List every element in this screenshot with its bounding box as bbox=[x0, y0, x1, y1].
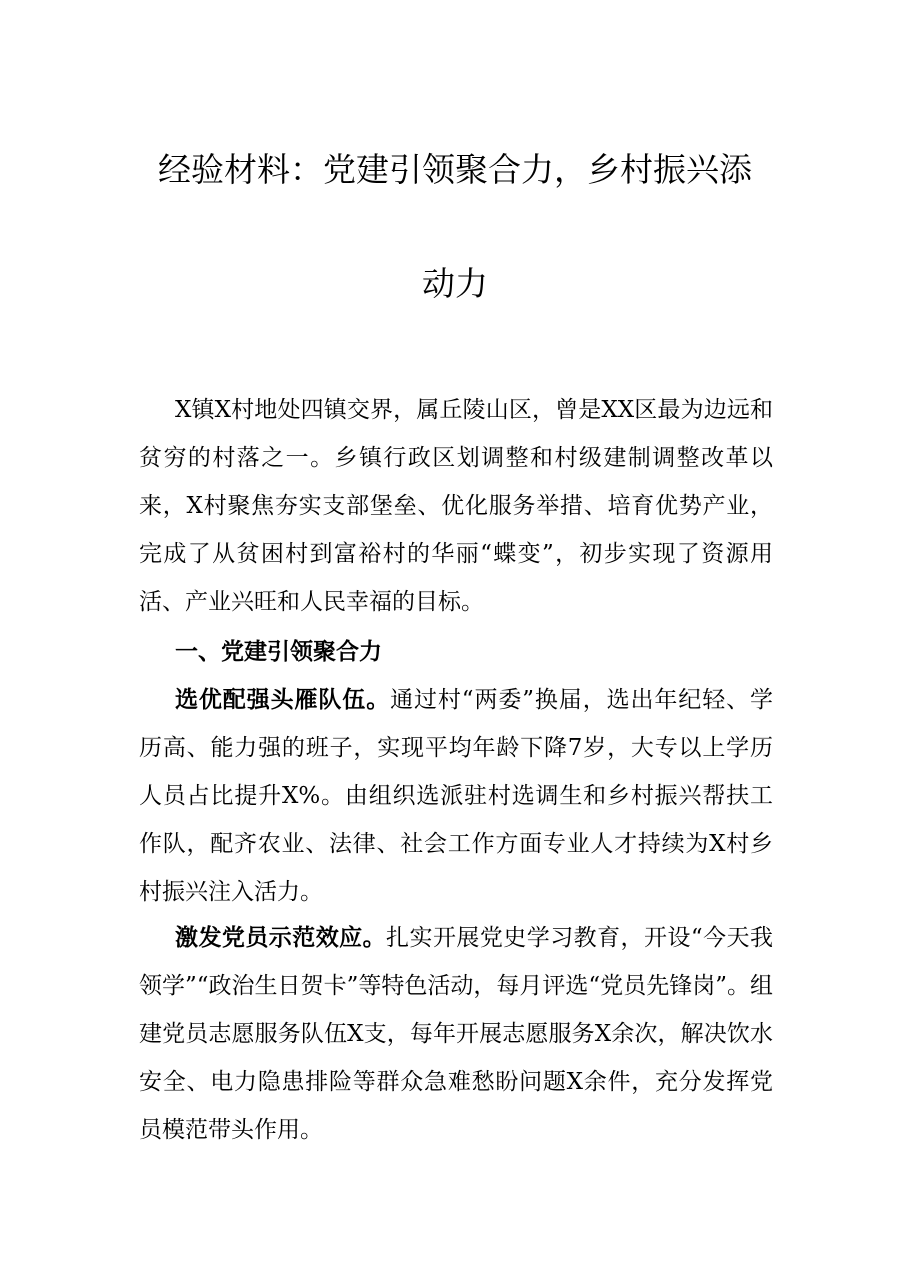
paragraph-lead: 选优配强头雁队伍。 bbox=[175, 687, 391, 713]
document-title-line2: 动力 bbox=[422, 264, 488, 303]
document-title-line1: 经验材料：党建引领聚合力，乡村振兴添 bbox=[158, 150, 752, 189]
intro-paragraph: X镇X村地处四镇交界，属丘陵山区，曾是XX区最为边远和贫穷的村落之一。乡镇行政区划调整和村级建制调整改革以来，X村聚焦夯实支部堡垒、优化服务举措、培育优势产业，完成了从贫困村到富裕村的华丽“蝶变”，初步实现了资源用活、产业兴旺和人民幸福的目标。 bbox=[139, 397, 773, 615]
paragraph-text: 通过村“两委”换届，选出年纪轻、学历高、能力强的班子，实现平均年龄下降7岁，大专以上学历人员占比提升X%。由组织选派驻村选调生和乡村振兴帮扶工作队，配齐农业、法律、社会工作方面专业人才持续为X村乡村振兴注入活力。 bbox=[139, 687, 773, 905]
section-heading: 一、党建引领聚合力 bbox=[175, 639, 382, 665]
paragraph-lead: 激发党员示范效应。 bbox=[175, 925, 387, 951]
paragraph-text: 扎实开展党史学习教育，开设“今天我领学”“政治生日贺卡”等特色活动，每月评选“党员先锋岗”。组建党员志愿服务队伍X支，每年开展志愿服务X余次，解决饮水安全、电力隐患排险等群众急难愁盼问题X余件，充分发挥党员模范带头作用。 bbox=[139, 925, 773, 1143]
paragraph-leadership-team bbox=[139, 676, 773, 916]
paragraph-party-members bbox=[139, 914, 773, 1154]
